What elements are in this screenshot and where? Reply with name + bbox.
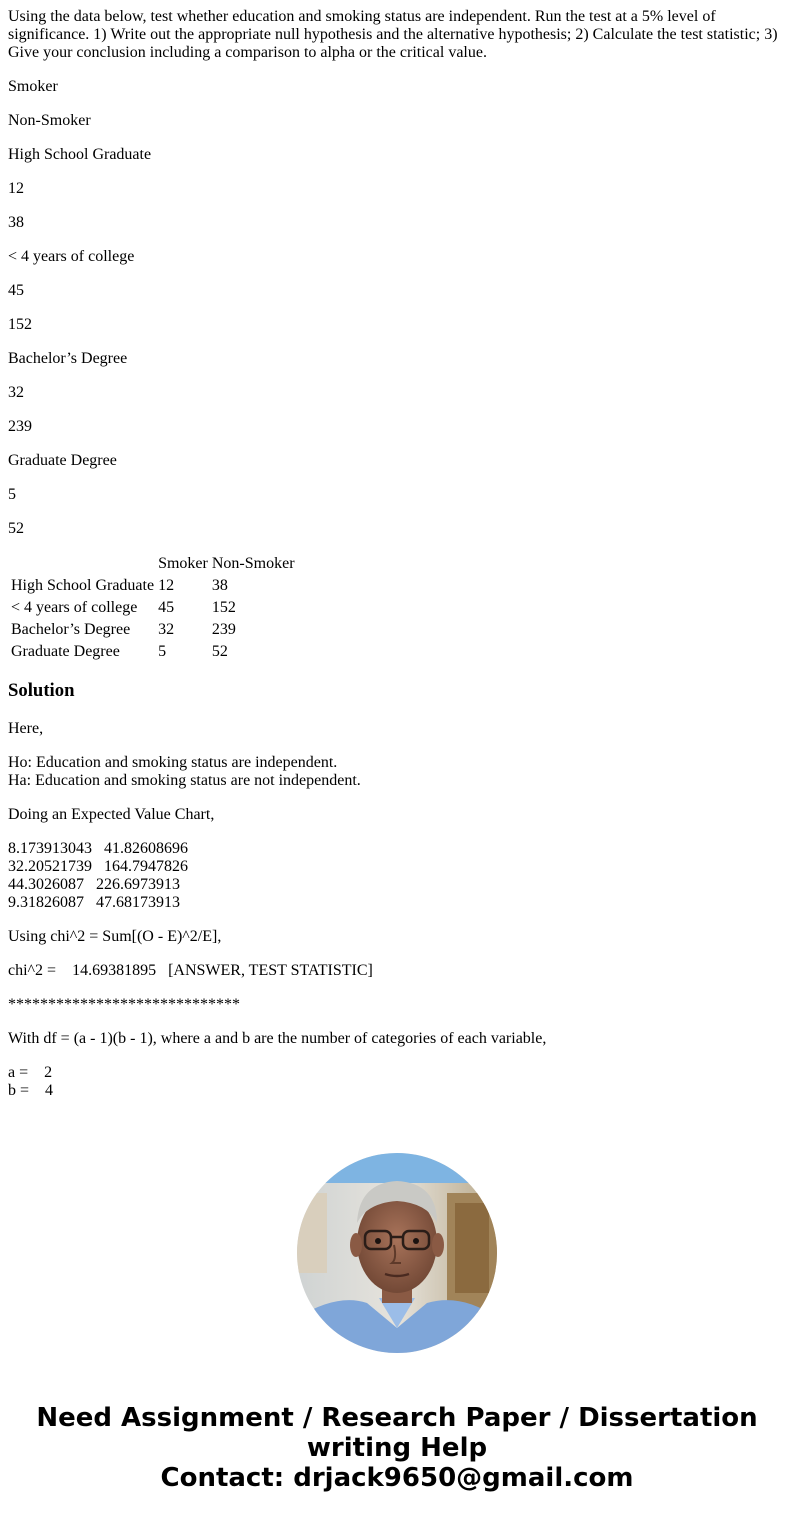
avatar <box>297 1153 497 1353</box>
expected-row: 8.173913043 41.82608696 <box>8 840 188 857</box>
avatar-photo <box>297 1153 497 1353</box>
table-cell: 12 <box>158 577 175 594</box>
table-cell: Graduate Degree <box>11 643 120 660</box>
chi-result: chi^2 = 14.69381895 [ANSWER, TEST STATISTIC] <box>8 962 373 979</box>
table-row <box>10 598 296 618</box>
table-header-cell: Smoker <box>158 555 208 572</box>
a-count: a = 2 <box>8 1064 53 1081</box>
table-header-cell <box>10 554 155 574</box>
raw-line: 45 <box>8 282 24 299</box>
raw-line: Bachelor’s Degree <box>8 350 128 367</box>
table-cell: 52 <box>211 643 228 660</box>
null-hypothesis: Ho: Education and smoking status are independent. <box>8 754 338 771</box>
promo-contact: Contact: drjack9650@gmail.com <box>160 1463 634 1493</box>
b-count: b = 4 <box>8 1082 54 1099</box>
raw-line: Non-Smoker <box>8 112 91 129</box>
solution-intro: Here, <box>8 720 44 737</box>
contingency-table <box>8 552 298 664</box>
expected-values <box>8 840 786 912</box>
separator-stars: ***************************** <box>8 996 240 1013</box>
table-cell: 239 <box>211 621 236 638</box>
promo-line: writing Help <box>306 1433 488 1463</box>
expected-intro: Doing an Expected Value Chart, <box>8 806 215 823</box>
table-cell: 32 <box>158 621 175 638</box>
solution-heading: Solution <box>8 680 75 701</box>
raw-line: High School Graduate <box>8 146 152 163</box>
promo-line: Need Assignment / Research Paper / Dissertation <box>36 1403 758 1433</box>
raw-line: Graduate Degree <box>8 452 117 469</box>
chi-formula: Using chi^2 = Sum[(O - E)^2/E], <box>8 928 222 945</box>
raw-line: 152 <box>8 316 32 333</box>
table-row <box>10 642 296 662</box>
question-text: Using the data below, test whether education and smoking status are independent. Run the test at a 5% level of significance. 1) Write out the appropriate null hypothesis and the alternative hypothesis; 2) Calculate the test statistic; 3) Give your conclusion including a comparison to alpha or the critical value. <box>8 8 778 61</box>
table-cell: < 4 years of college <box>11 599 138 616</box>
hypotheses <box>8 754 786 790</box>
table-cell: 5 <box>158 643 167 660</box>
table-cell: High School Graduate <box>11 577 155 594</box>
expected-row: 32.20521739 164.7947826 <box>8 858 188 875</box>
raw-line: 52 <box>8 520 24 537</box>
table-row <box>10 620 296 640</box>
raw-line: 12 <box>8 180 24 197</box>
promo-banner <box>0 1403 794 1493</box>
expected-row: 9.31826087 47.68173913 <box>8 894 180 911</box>
raw-line: 239 <box>8 418 32 435</box>
category-counts <box>8 1064 786 1100</box>
table-cell: 152 <box>211 599 236 616</box>
raw-line: < 4 years of college <box>8 248 135 265</box>
table-header-row <box>10 554 296 574</box>
df-explanation: With df = (a - 1)(b - 1), where a and b are the number of categories of each variable, <box>8 1030 547 1047</box>
table-cell: Bachelor’s Degree <box>11 621 131 638</box>
table-header-cell: Non-Smoker <box>211 555 295 572</box>
raw-line: 5 <box>8 486 16 503</box>
table-cell: 38 <box>211 577 228 594</box>
table-cell: 45 <box>158 599 175 616</box>
raw-line: Smoker <box>8 78 58 95</box>
alternative-hypothesis: Ha: Education and smoking status are not independent. <box>8 772 361 789</box>
expected-row: 44.3026087 226.6973913 <box>8 876 180 893</box>
table-row <box>10 576 296 596</box>
raw-line: 32 <box>8 384 24 401</box>
raw-line: 38 <box>8 214 24 231</box>
